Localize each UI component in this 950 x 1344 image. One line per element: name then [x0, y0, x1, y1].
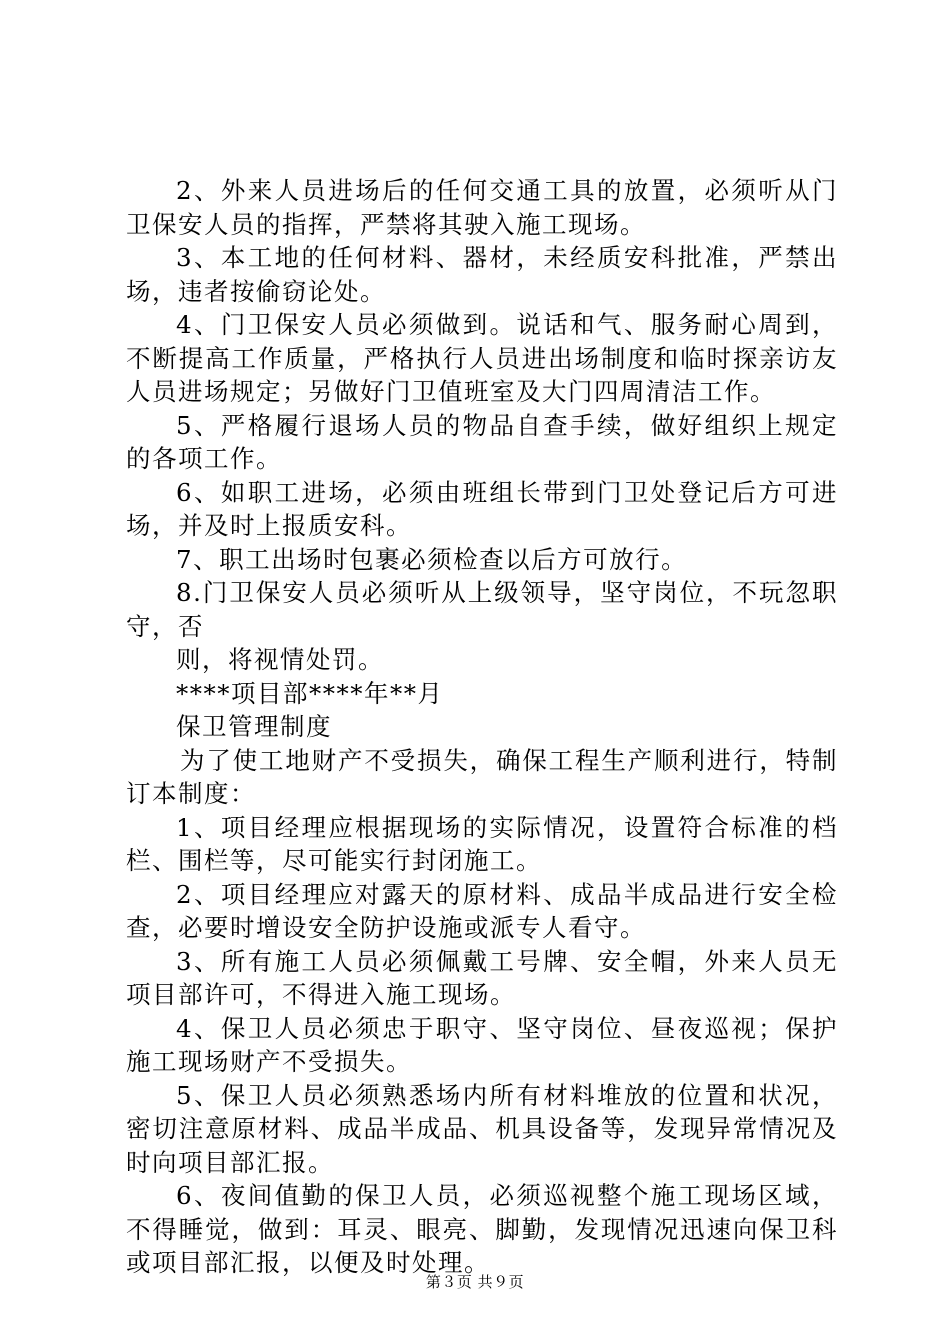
paragraph-rule-8-continued: 则，将视情处罚。: [176, 645, 384, 674]
intro-paragraph: 为了使工地财产不受损失，确保工程生产顺利进行，特制订本制度：: [126, 745, 838, 808]
paragraph-security-rule-6: 6、夜间值勤的保卫人员，必须巡视整个施工现场区域，不得睡觉，做到：耳灵、眼亮、脚勤，发现情况迅速向保卫科或项目部汇报，以便及时处理。: [126, 1181, 838, 1277]
paragraph-rule-8: 8.门卫保安人员必须听从上级领导，坚守岗位，不玩忽职守，否: [126, 578, 838, 641]
paragraph-rule-7: 7、职工出场时包裹必须检查以后方可放行。: [176, 544, 688, 574]
paragraph-security-rule-3: 3、所有施工人员必须佩戴工号牌、安全帽，外来人员无项目部许可，不得进入施工现场。: [126, 946, 838, 1009]
page-footer: [0, 1272, 950, 1292]
signature-line: ****项目部****年**月: [176, 678, 444, 708]
paragraph-security-rule-1: 1、项目经理应根据现场的实际情况，设置符合标准的档栏、围栏等，尽可能实行封闭施工。: [126, 812, 838, 875]
paragraph-rule-6: 6、如职工进场，必须由班组长带到门卫处登记后方可进场，并及时上报质安科。: [126, 477, 838, 540]
paragraph-rule-5: 5、严格履行退场人员的物品自查手续，做好组织上规定的各项工作。: [126, 410, 838, 473]
paragraph-security-rule-2: 2、项目经理应对露天的原材料、成品半成品进行安全检查，必要时增设安全防护设施或派专人看守。: [126, 879, 838, 942]
paragraph-security-rule-4: 4、保卫人员必须忠于职守、坚守岗位、昼夜巡视；保护施工现场财产不受损失。: [126, 1013, 838, 1076]
section-title: 保卫管理制度: [176, 712, 332, 741]
paragraph-security-rule-5: 5、保卫人员必须熟悉场内所有材料堆放的位置和状况，密切注意原材料、成品半成品、机具设备等，发现异常情况及时向项目部汇报。: [126, 1080, 838, 1177]
paragraph-rule-4: 4、门卫保安人员必须做到。说话和气、服务耐心周到，不断提高工作质量，严格执行人员进出场制度和临时探亲访友人员进场规定；另做好门卫值班室及大门四周清洁工作。: [126, 310, 838, 406]
paragraph-rule-3: 3、本工地的任何材料、器材，未经质安科批准，严禁出场，违者按偷窃论处。: [126, 243, 838, 306]
paragraph-rule-2: 2、外来人员进场后的任何交通工具的放置，必须听从门卫保安人员的指挥，严禁将其驶入施工现场。: [126, 176, 838, 239]
page-number-label: 第３页 共９页: [425, 1273, 525, 1291]
document-body: [126, 174, 838, 1280]
